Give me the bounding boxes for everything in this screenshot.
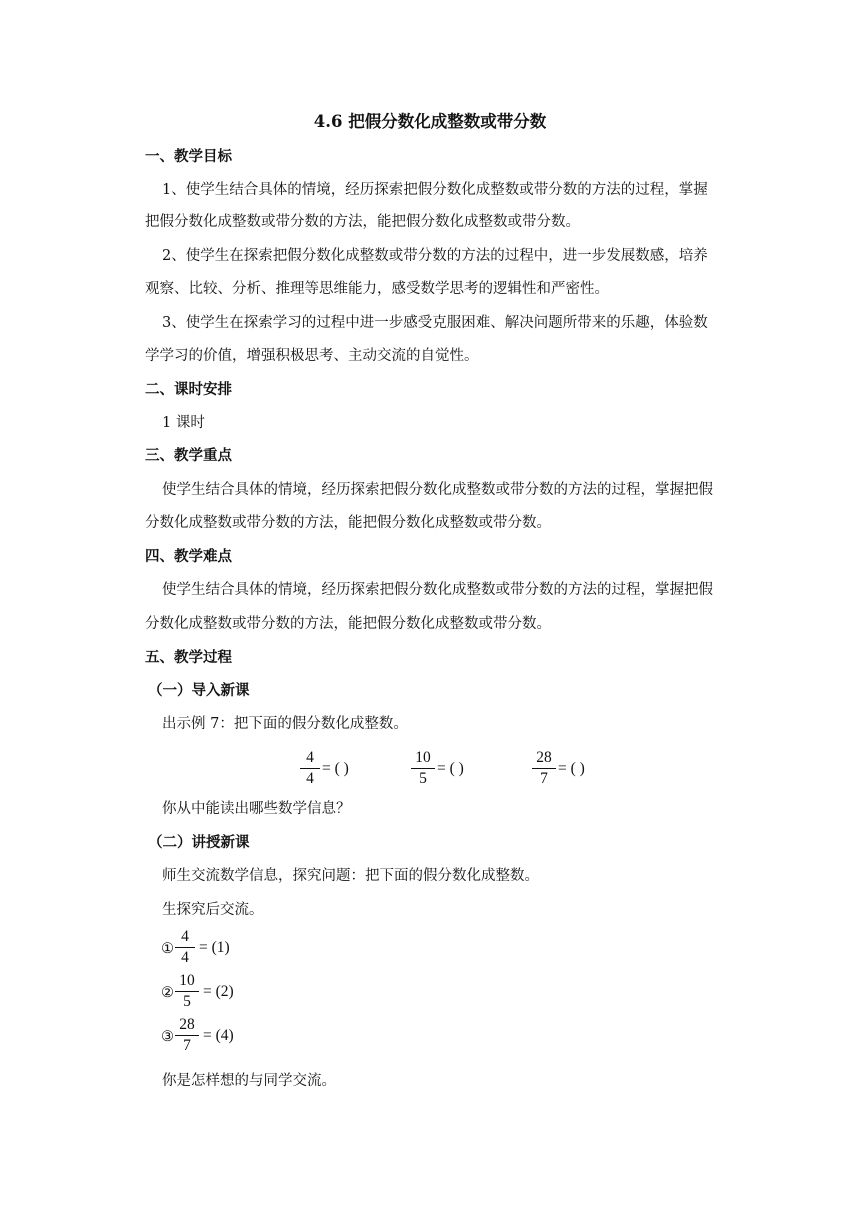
answer-3 [161, 1016, 281, 1058]
teach-heading: （二）讲授新课 [148, 834, 250, 851]
difficulty-heading: 四、教学难点 [145, 548, 232, 565]
focus-heading: 三、教学重点 [145, 447, 232, 464]
answer-1 [161, 928, 281, 970]
circled-marker: ③ [161, 1029, 174, 1045]
difficulty-line-1: 使学生结合具体的情境，经历探索把假分数化成整数或带分数的方法的过程，掌握把假 [162, 582, 713, 598]
schedule-text: 1 课时 [162, 415, 205, 431]
goal-2-line-2: 观察、比较、分析、推理等思维能力，感受数学思考的逻辑性和严密性。 [145, 281, 609, 297]
goal-1-line-1: 1、使学生结合具体的情境，经历探索把假分数化成整数或带分数的方法的过程，掌握 [162, 182, 708, 198]
fraction-bar [532, 768, 556, 769]
example-fraction-3 [532, 749, 632, 791]
goal-3-line-1: 3、使学生在探索学习的过程中进一步感受克服困难、解决问题所带来的乐趣，体验数 [162, 315, 708, 331]
numerator: 28 [536, 749, 552, 766]
intro-heading: （一）导入新课 [148, 682, 250, 699]
circled-marker: ② [161, 985, 174, 1001]
closing-text: 你是怎样想的与同学交流。 [162, 1073, 336, 1089]
circled-marker: ① [161, 941, 174, 957]
goal-1-line-2: 把假分数化成整数或带分数的方法，能把假分数化成整数或带分数。 [145, 214, 580, 230]
numerator: 10 [179, 972, 195, 989]
goal-3-line-2: 学学习的价值，增强积极思考、主动交流的自觉性。 [145, 348, 479, 364]
difficulty-line-2: 分数化成整数或带分数的方法，能把假分数化成整数或带分数。 [145, 616, 551, 632]
goals-heading: 一、教学目标 [145, 148, 232, 165]
equation-rhs: = ( ) [558, 760, 585, 777]
denominator: 5 [419, 770, 427, 787]
fraction-bar [175, 947, 195, 948]
process-heading: 五、教学过程 [145, 649, 232, 666]
numerator: 4 [306, 749, 314, 766]
denominator: 4 [306, 770, 314, 787]
fraction-bar [300, 768, 320, 769]
schedule-heading: 二、课时安排 [145, 381, 232, 398]
equation-rhs: = (1) [199, 939, 230, 956]
explore-text: 生探究后交流。 [162, 902, 264, 918]
example-fraction-1 [300, 749, 390, 791]
fraction-bar [175, 1035, 199, 1036]
equation-rhs: = (4) [203, 1027, 234, 1044]
equation-rhs: = (2) [203, 983, 234, 1000]
fraction-bar [175, 991, 199, 992]
equation-rhs: = ( ) [437, 760, 464, 777]
denominator: 4 [181, 949, 189, 966]
fraction-bar [411, 768, 435, 769]
answer-2 [161, 972, 281, 1014]
numerator: 10 [415, 749, 431, 766]
denominator: 5 [183, 993, 191, 1010]
goal-2-line-1: 2、使学生在探索把假分数化成整数或带分数的方法的过程中，进一步发展数感，培养 [162, 248, 708, 264]
focus-line-2: 分数化成整数或带分数的方法，能把假分数化成整数或带分数。 [145, 515, 551, 531]
equation-rhs: = ( ) [322, 760, 349, 777]
exchange-text: 师生交流数学信息，探究问题：把下面的假分数化成整数。 [162, 868, 539, 884]
question-text: 你从中能读出哪些数学信息？ [162, 801, 351, 817]
example-text: 出示例 7：把下面的假分数化成整数。 [162, 716, 408, 732]
example-fraction-2 [411, 749, 511, 791]
denominator: 7 [540, 770, 548, 787]
focus-line-1: 使学生结合具体的情境，经历探索把假分数化成整数或带分数的方法的过程，掌握把假 [162, 482, 713, 498]
denominator: 7 [183, 1037, 191, 1054]
numerator: 4 [181, 928, 189, 945]
numerator: 28 [179, 1016, 195, 1033]
document-title: 4.6 把假分数化成整数或带分数 [313, 112, 547, 131]
